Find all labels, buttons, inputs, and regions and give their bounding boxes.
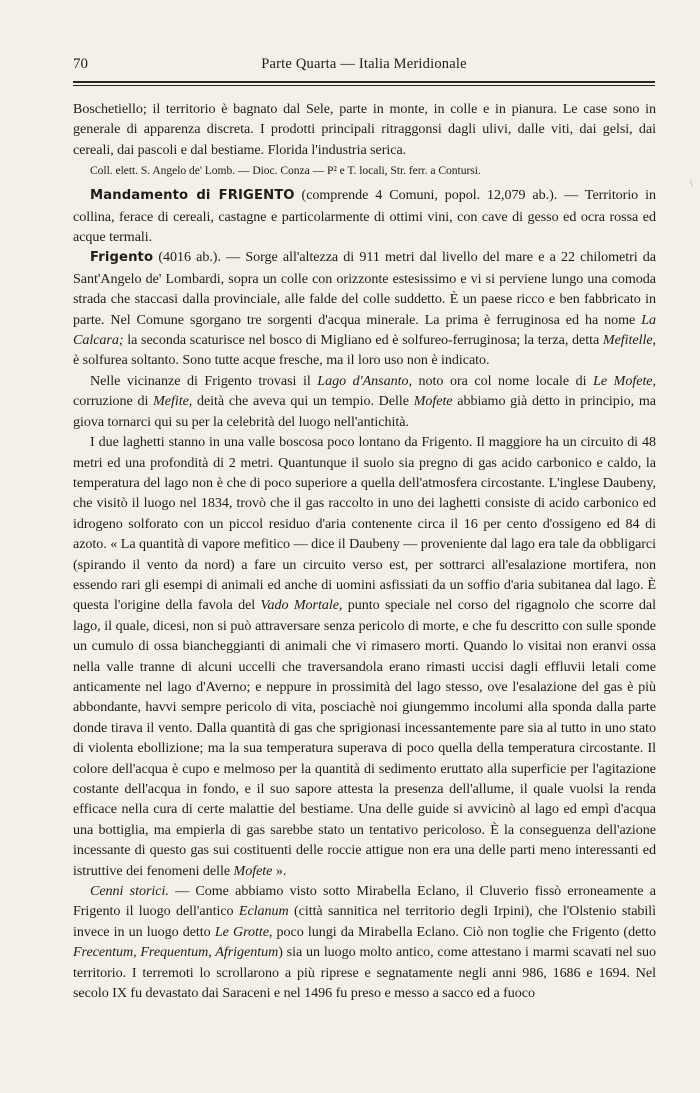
header-rule-thick xyxy=(73,81,655,83)
page-header xyxy=(73,56,655,78)
section-heading-frigento: Frigento xyxy=(90,250,154,266)
info-note: Coll. elett. S. Angelo de' Lomb. — Dioc. Conza — P² e T. locali, Str. ferr. a Contursi. xyxy=(90,164,481,178)
subsection-heading-cenni-storici: Cenni storici. xyxy=(90,883,169,900)
paragraph-lago-ansanto: Nelle vicinanze di Frigento trovasi il Lago d'Ansanto, noto ora col nome locale di Le Mofete, corruzione di Mefite, deità che aveva qui un tempio. Delle Mofete abbiamo già detto in principio, ma giova tornarci qui su per la celebrità del luogo nell'antichità. xyxy=(73,372,656,430)
header-rule-thin xyxy=(73,85,655,86)
paragraph-mandamento: Mandamento di FRIGENTO (comprende 4 Comuni, popol. 12,079 ab.). — Territorio in collina, ferace di cereali, castagne e particolarmente di ottimi vini, con cave di gesso ed ocra rossa ed acque termali. xyxy=(73,187,656,246)
paragraph-cenni-storici: Cenni storici. — Come abbiamo visto sotto Mirabella Eclano, il Cluverio fissò erroneamente a Frigento il luogo dell'antico Eclanum (città sannitica nel territorio degli Irpini), che l'Olstenio stabilì invece in un luogo detto Le Grotte, poco lungi da Mirabella Eclano. Ciò non toglie che Frigento (detto Frecentum, Frequentum, Afrigentum) sia un luogo molto antico, come attestano i marmi scavati nel suo territorio. I terremoti lo scrollarono a più riprese e segnatamente negli anni 986, 1686 e 1694. Nel secolo IX fu devastato dai Saraceni e nel 1496 fu preso e messo a sacco ed a fuoco xyxy=(73,883,656,1002)
page-number: 70 xyxy=(73,56,88,72)
paragraph-laghetti: I due laghetti stanno in una valle boscosa poco lontano da Frigento. Il maggiore ha un circuito di 48 metri ed una profondità di 2 metri. Quantunque il suolo sia pregno di gas acido carbonico e caldo, la temperatura del lago non è che di poco superiore a quella dell'atmosfera circostante. L'inglese Daubeny, che visitò il luogo nel 1834, trovò che il gas raccolto in uno dei laghetti consiste di acido carbonico ed idrogeno solforato con un piccol residuo d'aria contenente circa il 16 per cento d'ossigeno ed 84 di azoto. « La quantità di vapore mefitico — dice il Daubeny — proveniente dal lago era tale da obbligarci (spirando il vento da nord) a fare un circuito verso est, per sottrarci all'esalazione mortifera, non essendo rari gli esempi di animali ed anche di uomini asfissiati da un soffio d'aria subitanea dal lago. È questa l'origine della favola del Vado Mortale, punto speciale nel corso del rigagnolo che scorre dal lago, il quale, dicesi, non si può attraversare senza pericolo di morte, e che fu descritto con sulle sponde un cumulo di ossa biancheggianti di animali che vi rimasero morti. Quando lo visitai non eranvi ossa nella valle tranne di alcuni uccelli che traversandola erano rimasti uccisi dagli effluvii letali come anticamente nel lago d'Averno; e neppure in prossimità del lago stesso, ove l'esalazione del gas è più abbondante, havvi sempre pericolo di vita, posciachè noi giungemmo incolumi alla sponda dalla parte donde tirava il vento. Dalla quantità di gas che sprigionasi incessantemente pare sia al tutto in uno stato di violenta ebollizione; ma la sua temperatura superava di poco quella della temperatura circostante. Il colore dell'acqua è cupo e melmoso per la quantità di sedimento eruttato alla superficie per l'agitazione costante dell'acqua in fondo, e il suo sapore attesta la presenza dell'allume, il quale vuolsi la renda efficace nella cura di certe malattie del bestiame. Una delle guide si avvicinò al lago ed empì d'acqua una bottiglia, ma empierla di gas sarebbe stato un tentativo pericoloso. È la conseguenza dell'azione incessante di questo gas sui costituenti delle roccie attigue non era una delle parti meno interessanti ed istruttive dei fenomeni delle Mofete ». xyxy=(73,434,656,879)
page-body xyxy=(73,99,656,1003)
paragraph-continuation: Boschetiello; il territorio è bagnato dal Sele, parte in monte, in colle e in pianura. Le case sono in generale di apparenza discreta. I prodotti principali ritraggonsi dagli ulivi, dalle viti, dai gelsi, dai cereali, dai pascoli e dal bestiame. Florida l'industria serica. xyxy=(73,101,656,158)
running-title: Parte Quarta — Italia Meridionale xyxy=(261,56,467,72)
margin-mark: \ xyxy=(690,179,693,190)
paragraph-frigento: Frigento (4016 ab.). — Sorge all'altezza di 911 metri dal livello del mare e a 22 chilometri da Sant'Angelo de' Lombardi, sopra un colle con orizzonte estesissimo e vi si perviene lungo una comoda strada che staccasi dalla provinciale, alle falde del colle suddetto. È un paese ricco e ben fabbricato in parte. Nel Comune sgorgano tre sorgenti d'acqua minerale. La prima è ferruginosa ed ha nome La Calcara; la seconda scaturisce nel bosco di Migliano ed è solfureo-ferruginosa; la terza, detta Mefitelle, è solfurea soltanto. Sono tutte acque fresche, ma il loro uso non è indicato. xyxy=(73,249,656,369)
section-heading-mandamento: Mandamento di FRIGENTO xyxy=(90,188,295,204)
